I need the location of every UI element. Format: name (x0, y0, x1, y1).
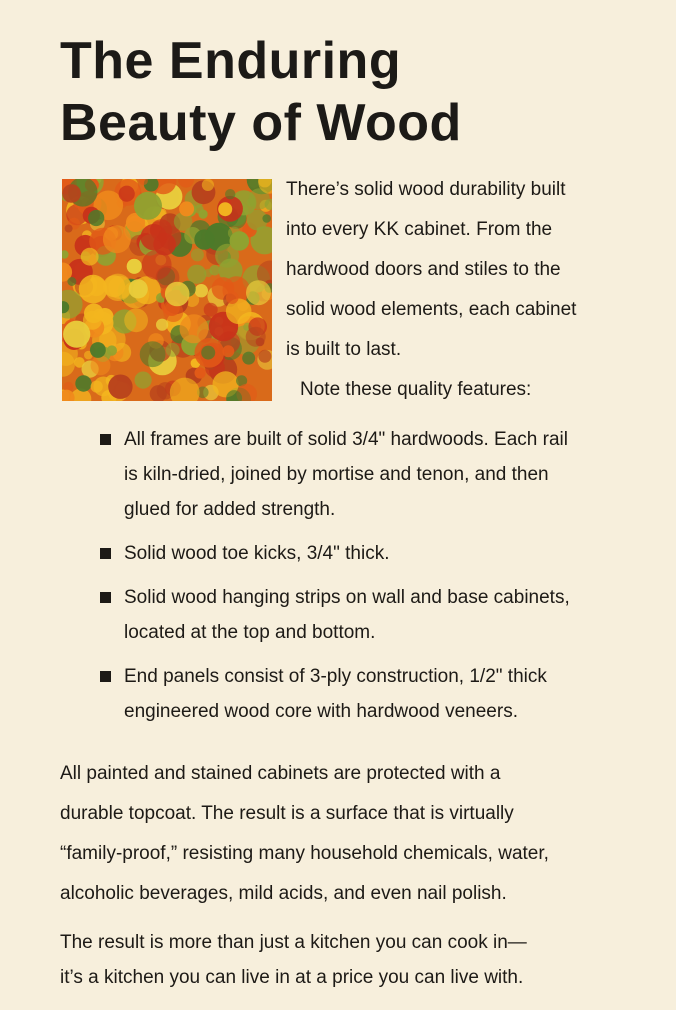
title-line-1: The Enduring (60, 32, 402, 90)
foliage-blob (91, 356, 111, 376)
square-bullet-icon (100, 671, 111, 682)
paragraph-line: “family-proof,” resisting many household chemicals, water, (60, 843, 549, 864)
autumn-forest-photo (62, 179, 272, 401)
foliage-blob (195, 367, 206, 378)
foliage-blob (129, 279, 148, 298)
foliage-blob (246, 327, 266, 347)
intro-line: hardwood doors and stiles to the (286, 259, 561, 280)
foliage-blob (209, 265, 220, 276)
intro-line: There’s solid wood durability built (286, 179, 566, 200)
paragraph-line: alcoholic beverages, mild acids, and even nail polish. (60, 883, 507, 904)
features-list (100, 422, 640, 738)
foliage-blob (104, 274, 131, 301)
foliage-blob (88, 210, 104, 226)
foliage-blob (124, 308, 148, 332)
foliage-blob (150, 219, 172, 241)
page-title (60, 30, 462, 154)
foliage-blob (195, 284, 208, 297)
foliage-blob (67, 277, 76, 286)
foliage-blob (215, 244, 239, 268)
feature-line: engineered wood core with hardwood veneers. (124, 701, 518, 722)
foliage-blob (225, 189, 235, 199)
foliage-blob (107, 345, 117, 355)
feature-line: is kiln-dried, joined by mortise and tenon, and then (124, 464, 549, 485)
foliage-blob (262, 214, 271, 223)
foliage-blob (201, 346, 215, 360)
foliage-blob (242, 352, 255, 365)
foliage-blob (63, 321, 90, 348)
feature-line: located at the top and bottom. (124, 622, 376, 643)
foliage-blob (222, 345, 234, 357)
paragraph-line: it’s a kitchen you can live in at a price you can live with. (60, 967, 524, 988)
feature-line: glued for added strength. (124, 499, 336, 520)
paragraph-line: The result is more than just a kitchen you can cook in— (60, 932, 527, 953)
foliage-blob (127, 259, 142, 274)
foliage-blob (166, 343, 180, 357)
feature-item-toe-kicks (100, 536, 640, 571)
foliage-blob (179, 201, 194, 216)
foliage-blob (135, 372, 152, 389)
foliage-blob (62, 184, 81, 203)
feature-line: Solid wood toe kicks, 3/4" thick. (124, 543, 390, 564)
intro-line: solid wood elements, each cabinet (286, 299, 577, 320)
foliage-blob (65, 225, 73, 233)
foliage-blob (191, 248, 204, 261)
feature-item-end-panels (100, 659, 640, 729)
foliage-blob (90, 342, 106, 358)
features-intro: Note these quality features: (300, 379, 532, 400)
intro-paragraph (286, 170, 626, 370)
feature-item-hanging-strips (100, 580, 640, 650)
foliage-blob (119, 186, 135, 202)
foliage-blob (187, 265, 206, 284)
autumn-forest-photo-graphic (62, 179, 272, 401)
intro-line: is built to last. (286, 339, 402, 360)
square-bullet-icon (100, 548, 111, 559)
closing-paragraph (60, 925, 640, 995)
paragraph-line: durable topcoat. The result is a surface that is virtually (60, 803, 514, 824)
foliage-blob (91, 381, 103, 393)
topcoat-paragraph (60, 754, 640, 914)
foliage-blob (194, 229, 214, 249)
foliage-blob (75, 375, 91, 391)
feature-line: All frames are built of solid 3/4" hardwoods. Each rail (124, 429, 568, 450)
foliage-blob (142, 250, 172, 280)
feature-item-frames (100, 422, 640, 527)
foliage-blob (258, 350, 271, 363)
intro-line: into every KK cabinet. From the (286, 219, 553, 240)
square-bullet-icon (100, 592, 111, 603)
foliage-blob (202, 179, 214, 191)
foliage-blob (156, 319, 168, 331)
feature-line: End panels consist of 3-ply construction, 1/2" thick (124, 666, 547, 687)
foliage-blob (140, 341, 166, 367)
square-bullet-icon (100, 434, 111, 445)
foliage-blob (108, 375, 132, 399)
foliage-blob (165, 282, 190, 307)
foliage-blob (81, 248, 99, 266)
foliage-blob (79, 275, 108, 304)
title-line-2: Beauty of Wood (60, 94, 462, 152)
foliage-blob (218, 202, 232, 216)
paragraph-line: All painted and stained cabinets are protected with a (60, 763, 501, 784)
foliage-blob (226, 291, 239, 304)
foliage-blob (134, 192, 162, 220)
foliage-blob (103, 225, 131, 253)
feature-line: Solid wood hanging strips on wall and base cabinets, (124, 587, 570, 608)
foliage-blob (246, 280, 271, 305)
